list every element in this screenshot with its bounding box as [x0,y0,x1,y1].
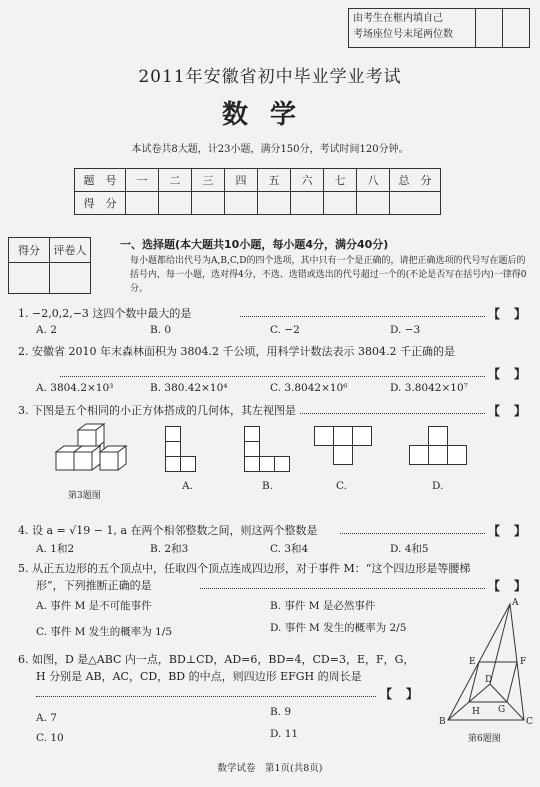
grader-score-label: 得分 [9,238,50,263]
question-5-stem-line1: 5. 从正五边形的五个顶点中，任取四个顶点连成四边形，对于事件 M：“这个四边形是等腰梯 [18,562,471,575]
answer-leader [240,316,485,317]
label-h: H [472,707,480,717]
q3-option-a: A. [182,480,193,492]
label-c: C [526,717,533,727]
answer-leader [340,533,485,534]
score-header-cell: 八 [357,169,390,192]
label-d: D [485,675,493,685]
score-header-cell: 总 分 [390,169,441,192]
q3-option-a-view [165,426,211,472]
section1-title: 一、选择题(本大题共10小题，每小题4分，满分40分) [120,238,389,251]
score-header-cell: 四 [225,169,258,192]
q3-option-c-view [314,426,376,472]
question-4-stem: 4. 设 a = √19 − 1, a 在两个相邻整数之间，则这两个整数是 [18,524,318,537]
answer-leader [200,588,485,589]
label-e: E [469,657,476,667]
label-f: F [520,657,527,667]
answer-bracket-2[interactable]: 【 】 [488,367,527,381]
grader-score-cell[interactable] [9,263,50,294]
q3-option-c: C. [336,480,347,492]
score-header-cell: 二 [159,169,192,192]
score-cell[interactable] [192,192,225,215]
q6-option-a: A. 7 [36,712,57,724]
grader-name-label: 评卷人 [50,238,91,263]
score-cell[interactable] [159,192,192,215]
question-6-stem-line1: 6. 如图，D 是△ABC 内一点，BD⊥CD，AD=6，BD=4，CD=3，E，F，G， [18,653,415,666]
question-1-stem: 1. −2,0,2,−3 这四个数中最大的是 [18,307,192,320]
score-cell[interactable] [126,192,159,215]
q2-option-a: A. 3804.2×10³ [36,382,114,394]
q6-triangle-figure [436,596,532,728]
q4-option-c: C. 3和4 [270,543,309,555]
grader-name-cell[interactable] [50,263,91,294]
seat-notice-line2: 考场座位号末尾两位数 [353,29,453,40]
q5-option-c: C. 事件 M 发生的概率为 1/5 [36,626,172,638]
q3-option-d: D. [432,480,444,492]
seat-digit-box-2[interactable] [502,9,529,47]
grader-table [8,237,91,294]
score-cell[interactable] [258,192,291,215]
q4-option-b: B. 2和3 [150,543,189,555]
score-header-cell: 一 [126,169,159,192]
answer-bracket-5[interactable]: 【 】 [488,579,527,593]
answer-leader [36,696,376,697]
score-cell[interactable] [291,192,324,215]
answer-bracket-4[interactable]: 【 】 [488,524,527,538]
page-footer: 数学试卷 第1页(共8页) [217,763,323,774]
q1-option-b: B. 0 [150,324,172,336]
q5-option-b: B. 事件 M 是必然事件 [270,600,376,612]
score-header-cell: 五 [258,169,291,192]
answer-bracket-6[interactable]: 【 】 [380,687,419,701]
question-6-stem-line2: H 分别是 AB，AC，CD，BD 的中点，则四边形 EFGH 的周长是 [36,670,362,683]
q5-option-a: A. 事件 M 是不可能事件 [36,600,152,612]
answer-bracket-3[interactable]: 【 】 [488,404,527,418]
score-row-label: 得 分 [75,192,126,215]
q3-option-b-view [244,426,290,472]
question-3-stem: 3. 下图是五个相同的小正方体搭成的几何体，其左视图是 [18,404,296,417]
seat-notice [353,11,473,43]
q2-option-d: D. 3.8042×10⁷ [390,382,468,394]
q2-option-b: B. 380.42×10⁴ [150,382,228,394]
score-table-score-row [75,192,441,215]
question-5-stem-line2: 形”，下列推断正确的是 [36,579,152,592]
q1-option-c: C. −2 [270,324,300,336]
q2-option-c: C. 3.8042×10⁶ [270,382,348,394]
exam-title: 2011年安徽省初中毕业学业考试 [138,67,402,87]
q1-option-a: A. 2 [36,324,57,336]
question-2-stem: 2. 安徽省 2010 年末森林面积为 3804.2 千公顷，用科学计数法表示 3804.2 千正确的是 [18,345,455,358]
answer-leader [300,413,485,414]
score-cell[interactable] [225,192,258,215]
score-cell[interactable] [324,192,357,215]
score-header-cell: 七 [324,169,357,192]
score-header-cell: 六 [291,169,324,192]
answer-leader [60,376,485,377]
q6-option-c: C. 10 [36,732,64,744]
score-header-cell: 三 [192,169,225,192]
q1-option-d: D. −3 [390,324,421,336]
q6-figure-caption: 第6题图 [468,734,501,744]
seat-number-box [348,8,530,48]
exam-note: 本试卷共8大题，计23小题，满分150分，考试时间120分钟。 [131,144,409,155]
q3-figure-caption: 第3题图 [68,491,101,501]
section1-instructions: 每小题都给出代号为A,B,C,D的四个选项，其中只有一个是正确的，请把正确选项的代号写在题后的括号内，每一小题，选对得4分，不选、选错或选出的代号超过一个的(不论是否写在括号内)一律得0分。 [130,256,527,294]
score-header-cell: 题 号 [75,169,126,192]
label-b: B [439,717,446,727]
score-cell[interactable] [357,192,390,215]
seat-digit-box-1[interactable] [475,9,502,47]
score-table [74,168,441,215]
q3-option-d-view [408,426,472,472]
seat-notice-line1: 由考生在框内填自己 [353,13,443,24]
q3-solid-figure [50,422,140,484]
q6-option-d: D. 11 [270,728,299,740]
label-a: A [512,598,519,608]
label-g: G [498,705,506,715]
score-table-header-row [75,169,441,192]
score-cell[interactable] [390,192,441,215]
q3-option-b: B. [262,480,274,492]
q4-option-d: D. 4和5 [390,543,429,555]
subject-title: 数学 [221,100,318,130]
q6-option-b: B. 9 [270,706,292,718]
q4-option-a: A. 1和2 [36,543,75,555]
answer-bracket-1[interactable]: 【 】 [488,307,527,321]
q5-option-d: D. 事件 M 发生的概率为 2/5 [270,622,407,634]
